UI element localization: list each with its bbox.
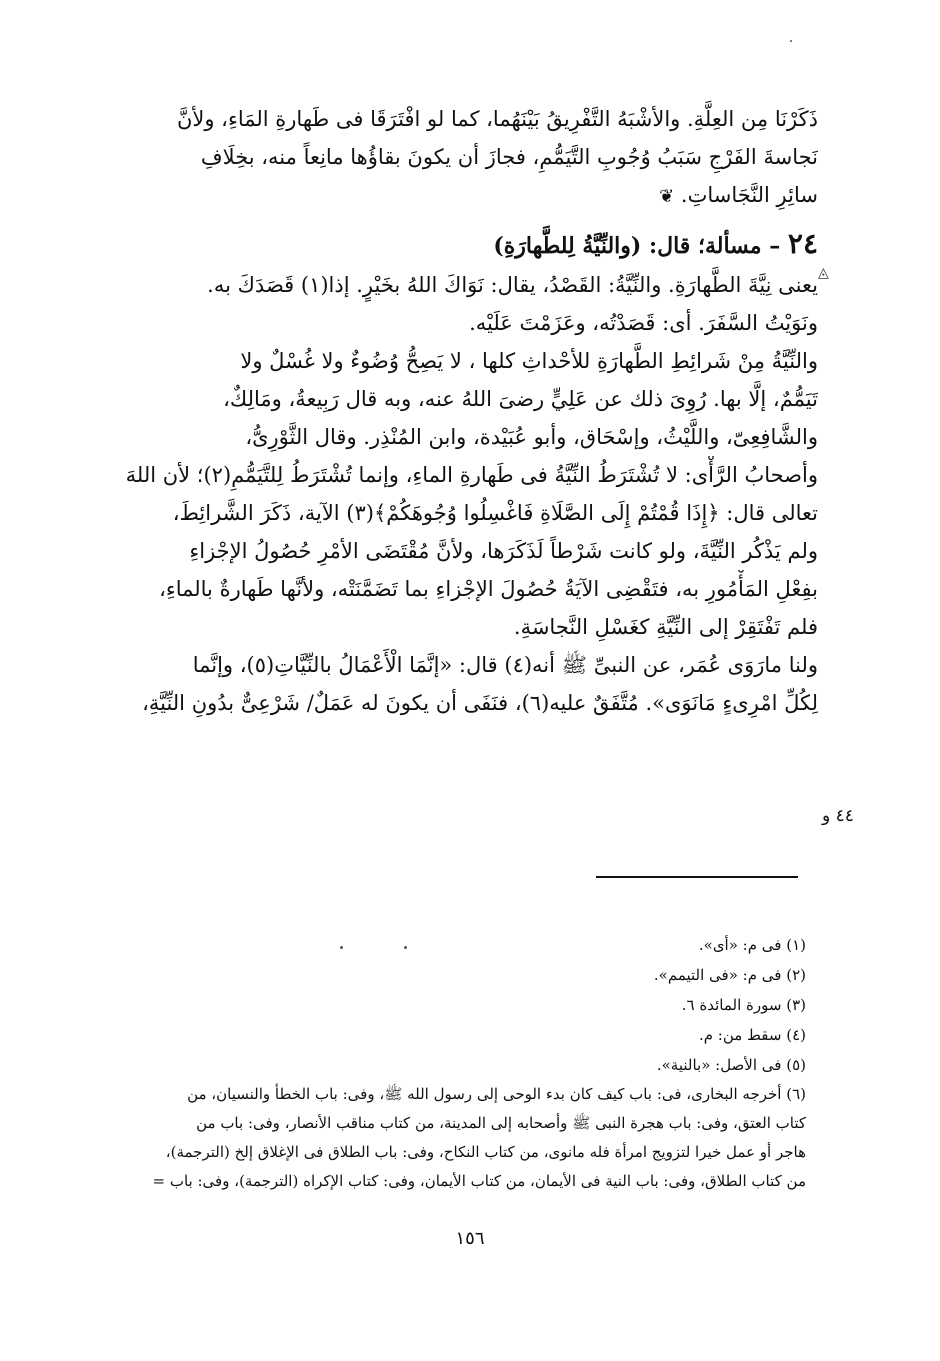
footnote: (١) فى م: «أى». (698, 936, 806, 954)
footnote-divider (596, 876, 798, 878)
text-line: ذَكَرْنَا مِن العِلَّةِ. والأشْبَهُ التَّفْرِيقُ بَيْنَهُما، كما لو افْتَرَقَا فى طَهارةِ المَاءِ، ولأنَّ (176, 107, 818, 131)
text-line: وأصحابُ الرَّأْى: لا تُشْتَرَطُ النِّيَّةُ فى طَهارةِ الماءِ، وإنما تُشْتَرَطُ لِلتَّيَمُّمِ(٢)؛ لأن اللهَ (125, 463, 818, 487)
scan-speck (790, 40, 792, 42)
text-line: بفِعْلِ المَأْمُورِ به، فتَقْضِى الآيَةُ حُصُولَ الإجْزاءِ بما تَضَمَّنَتْه، ولأنَّها طَهارةٌ بالماءِ، (159, 577, 818, 601)
text-line: لِكُلِّ امْرِىءٍ مَانَوَى». مُتَّفَقٌ عليه(٦)، فنَفَى أن يكونَ له عَمَلٌ/ شَرْعِىٌّ بدُونِ النِّيَّةِ، (142, 691, 818, 715)
text-line: تعالى قال: ﴿إِذَا قُمْتُمْ إِلَى الصَّلَاةِ فَاغْسِلُوا وُجُوهَكُمْ﴾(٣) الآية، ذَكَرَ الشَّرائِطَ، (172, 501, 818, 525)
footnote-long-line: (٦) أخرجه البخارى، فى: باب كيف كان بدء الوحى إلى رسول الله ﷺ، وفى: باب الخطأ والنسيان، من (187, 1085, 806, 1103)
main-text-block (118, 100, 818, 722)
margin-mark: ◬ (818, 265, 829, 281)
text-line-content: سائِرِ النَّجَاساتِ. (680, 183, 818, 207)
end-ornament-icon: ❦ (659, 186, 675, 207)
text-line: فلم تَفْتَقِرْ إلى النِّيَّةِ كغَسْلِ النَّجاسَةِ. (513, 615, 818, 639)
section-heading-text: – مسألة؛ قال: (والنِّيَّةُ لِلطَّهارَةِ) (493, 233, 781, 259)
footnote: (٣) سورة المائدة ٦. (681, 996, 806, 1014)
text-line: ونَوَيْتُ السَّفَرَ. أى: قَصَدْتُه، وعَزَمْتَ عَلَيْه. (469, 311, 818, 335)
footnote-long-line: من كتاب الطلاق، وفى: باب النية فى الأيمان، من كتاب الأيمان، وفى: كتاب الإكراه (الترجمة)، وفى: باب = (152, 1172, 806, 1190)
text-line: والشَّافِعِىّ، واللَّيْثُ، وإسْحَاق، وأبو عُبَيْدة، وابن المُنْذِر. وقال الثَّوْرِىُّ، (245, 425, 818, 449)
text-line (118, 176, 818, 216)
text-line: ولم يَذْكُر النِّيَّةَ، ولو كانت شَرْطاً لَذَكَرَها، ولأنَّ مُقْتَضَى الأمْرِ حُصُولُ الإجْزاءِ (189, 539, 818, 563)
manuscript-folio-reference: ٤٤ و (822, 806, 854, 826)
footnote: (٤) سقط من: م. (698, 1026, 806, 1044)
footnote: (٥) فى الأصل: «بالنية». (656, 1056, 806, 1074)
text-line: يعنى نِيَّةَ الطَّهارَةِ. والنِّيَّةُ: القَصْدُ، يقال: نَوَاكَ اللهُ بخَيْرٍ. إذا(١) قَصَدَكَ به. (207, 273, 818, 297)
text-line: ولنا مارَوَى عُمَر، عن النبىِّ ﷺ أنه(٤) قال: «إنَّمَا الْأَعْمَالُ بالنِّيَّاتِ(٥)، وإنَّما (192, 653, 818, 677)
page-number: ١٥٦ (455, 1228, 485, 1249)
footnote-long-line: كتاب العتق، وفى: باب هجرة النبى ﷺ وأصحابه إلى المدينة، من كتاب مناقب الأنصار، وفى: باب من (196, 1114, 806, 1132)
text-line: تَيَمُّمٌ، إلَّا بها. رُوِىَ ذلك عن عَلِيٍّ رضىَ اللهُ عنه، وبه قال رَبِيعةُ، ومَالِكٌ، (223, 387, 818, 411)
section-number: ٢٤ (787, 227, 818, 260)
text-line: والنِّيَّةُ مِنْ شَرائِطِ الطَّهارَةِ للأحْداثِ كلها ، لا يَصِحُّ وُضُوءٌ ولا غُسْلٌ ولا (240, 349, 818, 373)
text-line: نَجاسةَ الفَرْجِ سَبَبُ وُجُوبِ التَّيَمُّمِ، فجازَ أن يكونَ بقاؤُها مانِعاً منه، بخِلَافِ (200, 145, 818, 169)
footnotes-block (118, 930, 806, 1196)
section-heading (118, 224, 818, 266)
footnote: (٢) فى م: «فى التيمم». (653, 966, 806, 984)
footnote-long-line: هاجر أو عمل خيرا لتزويج امرأة فله مانوى، من كتاب النكاح، وفى: باب الطلاق فى الإغلاق إلخ (الترجمة)، (165, 1143, 806, 1161)
